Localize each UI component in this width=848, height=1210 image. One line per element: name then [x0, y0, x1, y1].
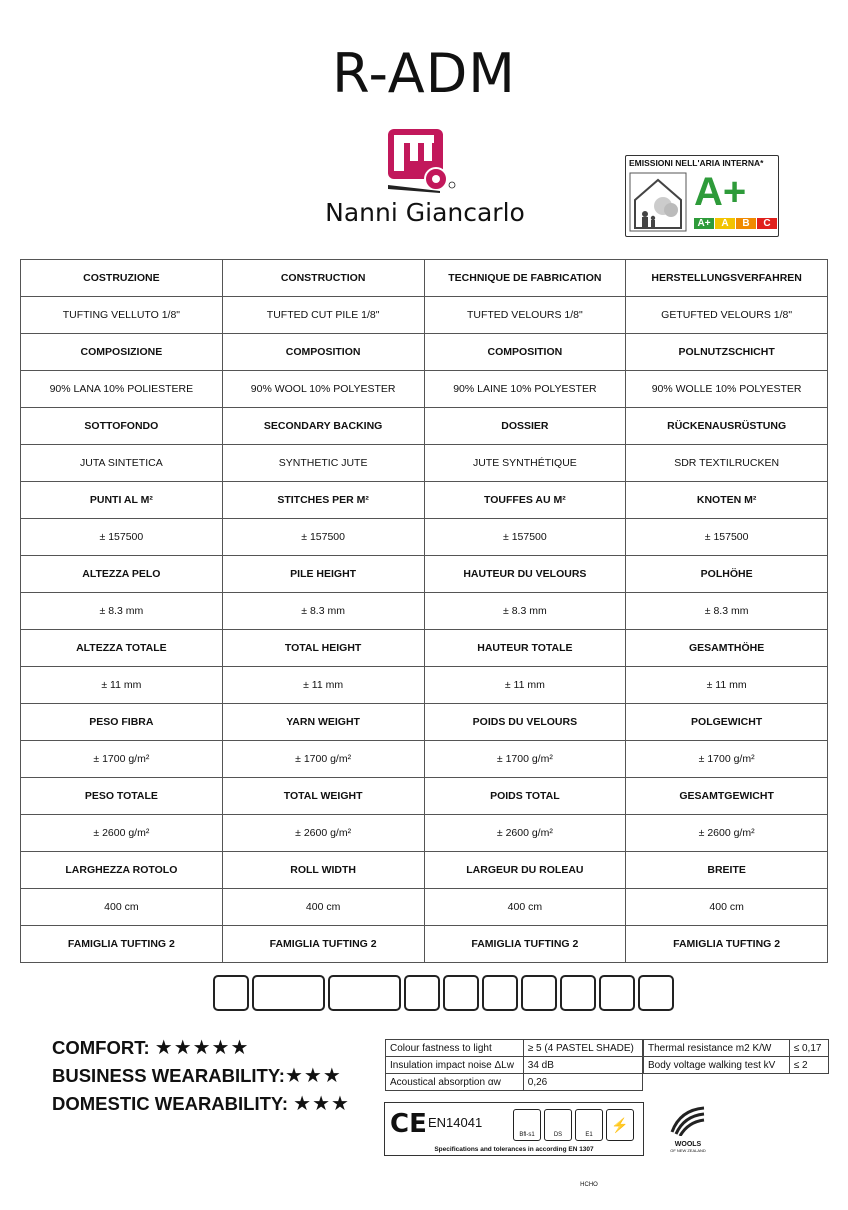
woolmark-origin: OF NEW ZEALAND [670, 1148, 706, 1153]
commercial-use-icon [328, 975, 401, 1011]
spec-header-row [21, 630, 828, 667]
spec-cell: SYNTHETIC JUTE [222, 445, 424, 482]
spec-cell: ± 157500 [424, 519, 626, 556]
ce-mark: CE [390, 1109, 427, 1139]
spec-cell: HERSTELLUNGSVERFAHREN [626, 260, 828, 297]
spec-cell: ± 11 mm [626, 667, 828, 704]
sound-absorption-icon [482, 975, 518, 1011]
spec-header-row [21, 556, 828, 593]
fire-class-icon: Bfl-s1 [513, 1109, 541, 1141]
spec-header-row [21, 408, 828, 445]
spec-cell: ± 157500 [626, 519, 828, 556]
spec-cell: SECONDARY BACKING [222, 408, 424, 445]
scale-a-plus: A+ [694, 218, 714, 229]
spec-cell: TUFTING VELLUTO 1/8" [21, 297, 223, 334]
perf-row: Thermal resistance m2 K/W ≤ 0,17 [644, 1040, 829, 1057]
spec-cell: POLNUTZSCHICHT [626, 334, 828, 371]
spec-cell: GETUFTED VELOURS 1/8" [626, 297, 828, 334]
perf-row: Insulation impact noise ΔLw 34 dB [386, 1057, 643, 1074]
spec-cell: JUTE SYNTHÉTIQUE [424, 445, 626, 482]
spec-cell: FAMIGLIA TUFTING 2 [626, 926, 828, 963]
spec-cell: ± 11 mm [424, 667, 626, 704]
spec-cell: JUTA SINTETICA [21, 445, 223, 482]
spec-header-row [21, 778, 828, 815]
woolmark-brand: WOOLS [674, 1141, 702, 1148]
spec-cell: 400 cm [21, 889, 223, 926]
spec-cell: COMPOSIZIONE [21, 334, 223, 371]
spec-cell: ± 2600 g/m² [424, 815, 626, 852]
heating-icon [213, 975, 249, 1011]
emission-label [625, 155, 779, 237]
spec-header-row [21, 704, 828, 741]
spec-value-row [21, 297, 828, 334]
spec-cell: RÜCKENAUSRÜSTUNG [626, 408, 828, 445]
spec-cell: ± 1700 g/m² [21, 741, 223, 778]
spec-cell: ± 2600 g/m² [222, 815, 424, 852]
performance-table-right [643, 1039, 829, 1074]
spec-value-row [21, 371, 828, 408]
scale-b: B [736, 218, 756, 229]
scale-a: A [715, 218, 735, 229]
spec-cell: ± 157500 [21, 519, 223, 556]
spec-cell: PESO TOTALE [21, 778, 223, 815]
spec-cell: 400 cm [626, 889, 828, 926]
spec-cell: LARGHEZZA ROTOLO [21, 852, 223, 889]
spec-cell: FAMIGLIA TUFTING 2 [222, 926, 424, 963]
ratings-block [52, 1033, 350, 1117]
spec-value-row [21, 815, 828, 852]
perf-row: Colour fastness to light ≥ 5 (4 PASTEL SHADE) [386, 1040, 643, 1057]
perf-row: Acoustical absorption αw 0,26 [386, 1074, 643, 1091]
product-title: R-ADM [332, 42, 516, 105]
spec-cell: ± 11 mm [222, 667, 424, 704]
specification-table [20, 259, 828, 963]
emission-grade: A+ [694, 170, 747, 214]
spec-cell: 400 cm [424, 889, 626, 926]
step-suitability-icon [638, 975, 674, 1011]
spec-value-row [21, 667, 828, 704]
spec-cell: POIDS TOTAL [424, 778, 626, 815]
spec-cell: BREITE [626, 852, 828, 889]
spec-cell: POLHÖHE [626, 556, 828, 593]
spec-cell: PILE HEIGHT [222, 556, 424, 593]
residential-use-icon [252, 975, 325, 1011]
spec-header-row [21, 482, 828, 519]
spec-cell: PESO FIBRA [21, 704, 223, 741]
spec-cell: SDR TEXTILRUCKEN [626, 445, 828, 482]
spec-cell: TOUFFES AU M² [424, 482, 626, 519]
spec-cell: ± 8.3 mm [424, 593, 626, 630]
slip-resistance-icon: DS [544, 1109, 572, 1141]
certification-box [384, 1102, 644, 1188]
spec-cell: TOTAL WEIGHT [222, 778, 424, 815]
spec-cell: 90% WOLLE 10% POLYESTER [626, 371, 828, 408]
wool-icon [668, 1106, 708, 1136]
spec-cell: TECHNIQUE DE FABRICATION [424, 260, 626, 297]
spec-cell: LARGEUR DU ROLEAU [424, 852, 626, 889]
spec-cell: CONSTRUCTION [222, 260, 424, 297]
spec-value-row [21, 445, 828, 482]
spec-cell: POIDS DU VELOURS [424, 704, 626, 741]
spec-cell: HAUTEUR DU VELOURS [424, 556, 626, 593]
spec-cell: 90% WOOL 10% POLYESTER [222, 371, 424, 408]
light-fastness-icon [521, 975, 557, 1011]
performance-table-left [385, 1039, 643, 1091]
spec-cell: KNOTEN M² [626, 482, 828, 519]
spec-cell: ± 8.3 mm [626, 593, 828, 630]
spec-cell: ± 8.3 mm [222, 593, 424, 630]
spec-cell: ± 1700 g/m² [626, 741, 828, 778]
emission-header: EMISSIONI NELL'ARIA INTERNA* [629, 158, 764, 168]
spec-cell: COSTRUZIONE [21, 260, 223, 297]
spec-cell: ± 1700 g/m² [222, 741, 424, 778]
spec-header-row [21, 852, 828, 889]
emission-scale [694, 218, 777, 229]
formaldehyde-class-icon: E1 HCHO [575, 1109, 603, 1141]
spec-cell: ± 11 mm [21, 667, 223, 704]
usage-icon-strip [213, 975, 674, 1011]
house-icon [629, 172, 687, 232]
chair-castor-icon [599, 975, 635, 1011]
perf-row: Body voltage walking test kV ≤ 2 [644, 1057, 829, 1074]
spec-value-row [21, 741, 828, 778]
spec-cell: COMPOSITION [222, 334, 424, 371]
specifications-note: Specifications and tolerances in according EN 1307 [434, 1146, 594, 1153]
spec-cell: ± 8.3 mm [21, 593, 223, 630]
spec-cell: TUFTED CUT PILE 1/8" [222, 297, 424, 334]
spec-cell: TUFTED VELOURS 1/8" [424, 297, 626, 334]
acoustic-insulation-icon [443, 975, 479, 1011]
spec-cell: ALTEZZA TOTALE [21, 630, 223, 667]
spec-cell: ± 157500 [222, 519, 424, 556]
spec-header-row [21, 334, 828, 371]
spec-cell: FAMIGLIA TUFTING 2 [21, 926, 223, 963]
spec-cell: POLGEWICHT [626, 704, 828, 741]
spec-cell: YARN WEIGHT [222, 704, 424, 741]
spec-cell: GESAMTGEWICHT [626, 778, 828, 815]
standard-code: EN14041 [428, 1115, 483, 1130]
rating-business-wearability: BUSINESS WEARABILITY:★★★ [52, 1063, 342, 1087]
spec-cell: COMPOSITION [424, 334, 626, 371]
spec-cell: HAUTEUR TOTALE [424, 630, 626, 667]
scale-c: C [757, 218, 777, 229]
spec-header-row [21, 260, 828, 297]
spec-cell: 90% LAINE 10% POLYESTER [424, 371, 626, 408]
antistatic-icon: ⚡ [606, 1109, 634, 1141]
spec-cell: DOSSIER [424, 408, 626, 445]
spec-cell: TOTAL HEIGHT [222, 630, 424, 667]
thermal-resistance-icon [560, 975, 596, 1011]
spec-cell: ROLL WIDTH [222, 852, 424, 889]
spec-cell: PUNTI AL M² [21, 482, 223, 519]
spec-cell: SOTTOFONDO [21, 408, 223, 445]
spec-cell: 400 cm [222, 889, 424, 926]
spec-cell: FAMIGLIA TUFTING 2 [424, 926, 626, 963]
spec-cell: ± 2600 g/m² [21, 815, 223, 852]
rating-comfort: COMFORT: ★★★★★ [52, 1035, 250, 1059]
spec-value-row [21, 593, 828, 630]
rating-domestic-wearability: DOMESTIC WEARABILITY: ★★★ [52, 1091, 350, 1115]
spec-cell: ± 1700 g/m² [424, 741, 626, 778]
wools-of-nz-logo [668, 1106, 708, 1154]
spec-header-row [21, 926, 828, 963]
spec-cell: ALTEZZA PELO [21, 556, 223, 593]
spec-value-row [21, 519, 828, 556]
spec-cell: 90% LANA 10% POLIESTERE [21, 371, 223, 408]
spec-cell: GESAMTHÖHE [626, 630, 828, 667]
brand-logo [380, 125, 460, 195]
brand-name: Nanni Giancarlo [325, 198, 525, 227]
stairs-use-icon [404, 975, 440, 1011]
spec-cell: STITCHES PER M² [222, 482, 424, 519]
spec-cell: ± 2600 g/m² [626, 815, 828, 852]
spec-value-row [21, 889, 828, 926]
